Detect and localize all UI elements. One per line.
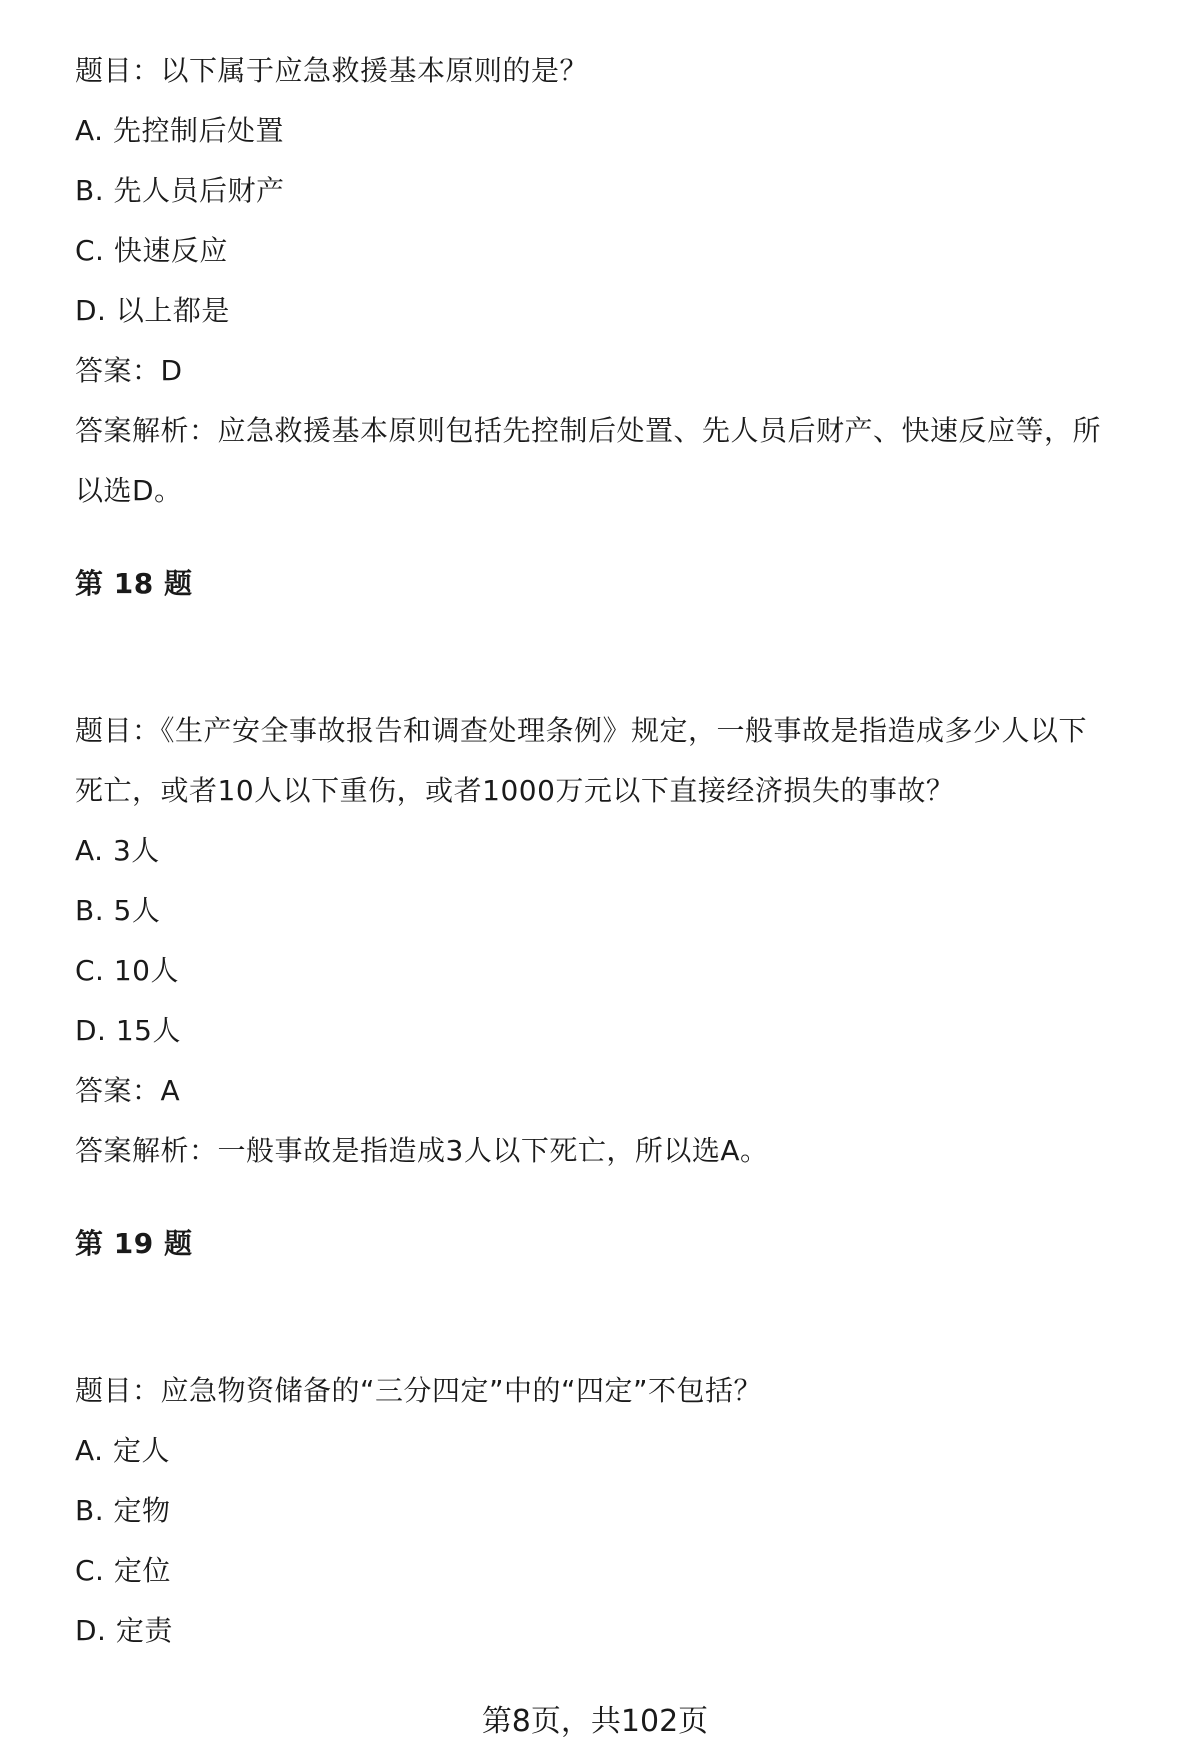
option-d: D. 以上都是	[75, 294, 230, 327]
question-heading: 第 19 题	[75, 1227, 193, 1260]
answer: 答案：D	[75, 354, 183, 387]
option-b: B. 先人员后财产	[75, 174, 285, 207]
option-a: A. 3人	[75, 834, 160, 867]
option-d: D. 定责	[75, 1614, 173, 1647]
option-d: D. 15人	[75, 1014, 181, 1047]
answer: 答案：A	[75, 1074, 181, 1107]
question-heading: 第 18 题	[75, 567, 193, 600]
option-a: A. 定人	[75, 1434, 170, 1467]
option-c: C. 定位	[75, 1554, 171, 1587]
option-c: C. 10人	[75, 954, 179, 987]
option-b: B. 5人	[75, 894, 161, 927]
option-a: A. 先控制后处置	[75, 114, 284, 147]
page-number: 第8页，共102页	[481, 1704, 709, 1739]
question-text: 题目：《生产安全事故报告和调查处理条例》规定，一般事故是指造成多少人以下	[75, 714, 1088, 747]
answer-analysis: 答案解析：一般事故是指造成3人以下死亡，所以选A。	[75, 1134, 769, 1167]
question-text: 题目：应急物资储备的“三分四定”中的“四定”不包括？	[75, 1374, 763, 1407]
question-text-cont: 死亡，或者10人以下重伤，或者1000万元以下直接经济损失的事故？	[75, 774, 955, 807]
option-b: B. 定物	[75, 1494, 171, 1527]
answer-analysis-cont: 以选D。	[75, 474, 183, 507]
option-c: C. 快速反应	[75, 234, 228, 267]
answer-analysis: 答案解析：应急救援基本原则包括先控制后处置、先人员后财产、快速反应等，所	[75, 414, 1102, 447]
question-text: 题目：以下属于应急救援基本原则的是？	[75, 54, 589, 87]
